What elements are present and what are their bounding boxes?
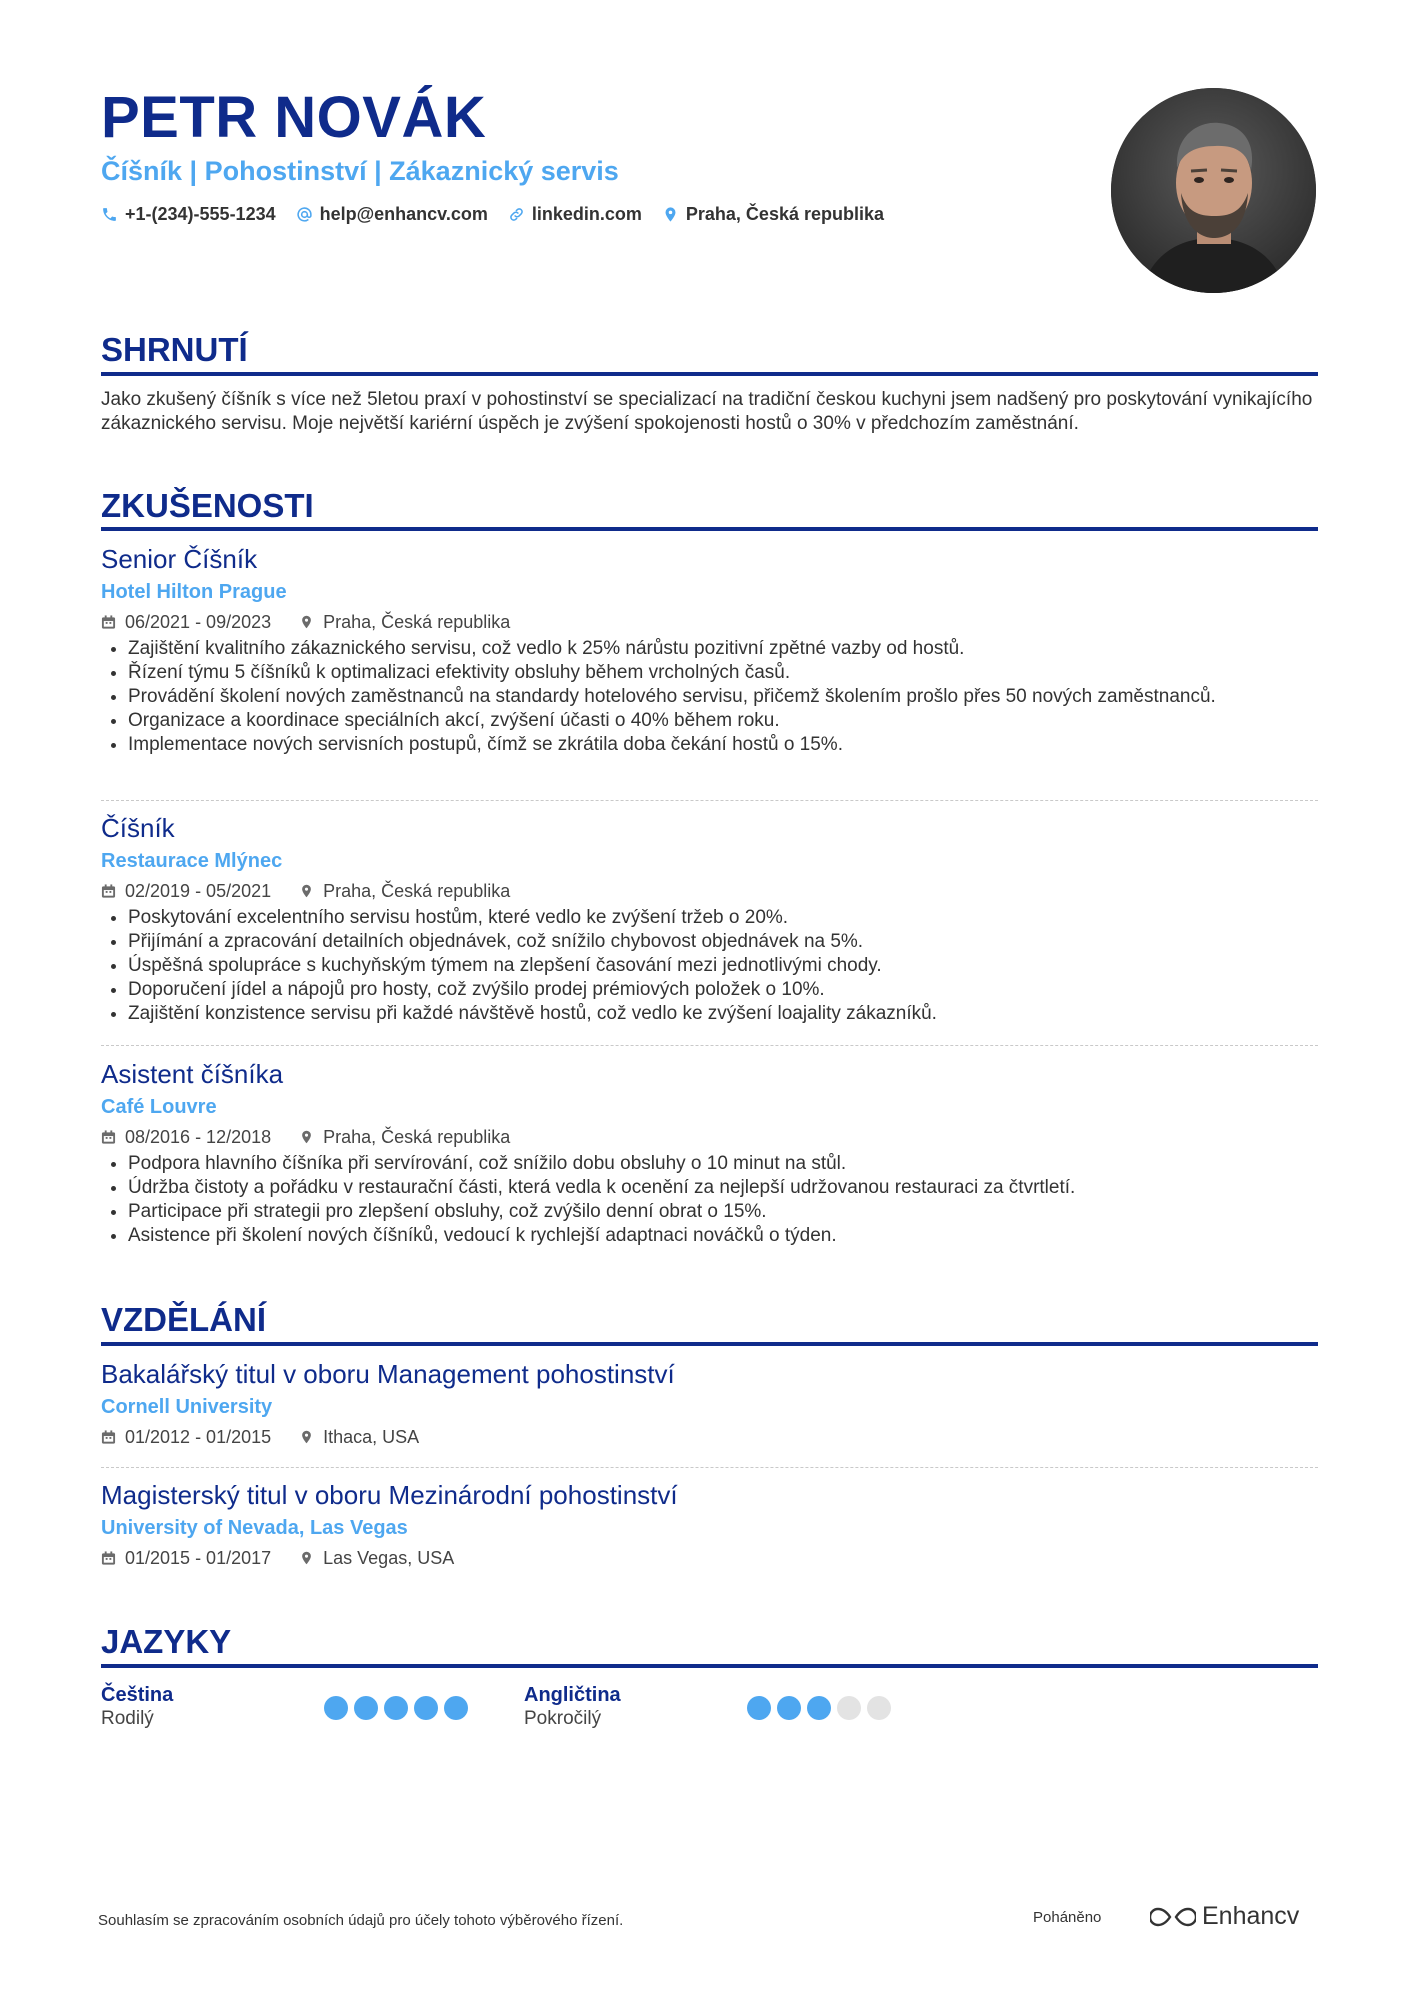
location-pin-icon: [299, 1550, 314, 1566]
language-name: Čeština: [101, 1684, 174, 1706]
rating-dot-empty: [867, 1696, 891, 1720]
date-range: [101, 880, 271, 902]
entry-divider: [101, 800, 1318, 801]
location-pin-icon: [299, 1129, 314, 1145]
achievement-list: [101, 1152, 1318, 1248]
list-item: Provádění školení nových zaměstnanců na standardy hotelového servisu, přičemž školením prošlo přes 50 nových zaměstnanců.: [101, 685, 1318, 709]
section-divider: [101, 1664, 1318, 1668]
location-pin-icon: [662, 206, 679, 223]
enhancv-logo[interactable]: [1150, 1902, 1299, 1931]
list-item: Participace při strategii pro zlepšení obsluhy, což zvýšilo denní obrat o 15%.: [101, 1200, 1318, 1224]
list-item: Zajištění konzistence servisu při každé návštěvě hostů, což vedlo ke zvýšení loajality zákazníků.: [101, 1002, 1318, 1026]
date-text: 01/2012 - 01/2015: [125, 1427, 272, 1447]
powered-by-label: Poháněno: [1033, 1909, 1102, 1926]
company-name: Hotel Hilton Prague: [101, 581, 287, 603]
list-item: Údržba čistoty a pořádku v restaurační části, která vedla k ocenění za nejlepší udržovanou restauraci za čtvrtletí.: [101, 1176, 1318, 1200]
experience-entry: [101, 1058, 1318, 1248]
rating-dot-filled: [444, 1696, 468, 1720]
entry-location: [299, 1547, 454, 1569]
language-item: [101, 1683, 173, 1731]
degree-title: Magisterský titul v oboru Mezinárodní pohostinství: [101, 1480, 678, 1510]
section-title-education: VZDĚLÁNÍ: [101, 1301, 266, 1338]
education-entry: [101, 1479, 1318, 1569]
candidate-name: PETR NOVÁK: [101, 85, 487, 150]
date-text: 08/2016 - 12/2018: [125, 1127, 272, 1147]
experience-entry: [101, 812, 1318, 1026]
list-item: Asistence při školení nových číšníků, vedoucí k rychlejší adaptnaci nováčků o týden.: [101, 1224, 1318, 1248]
entry-meta: [101, 611, 1318, 633]
consent-note: Souhlasím se zpracováním osobních údajů pro účely tohoto výběrového řízení.: [98, 1912, 624, 1929]
list-item: Organizace a koordinace speciálních akcí, zvýšení účasti o 40% během roku.: [101, 709, 1318, 733]
calendar-icon: [101, 1550, 116, 1566]
degree-title: Bakalářský titul v oboru Management pohostinství: [101, 1359, 675, 1389]
date-text: 06/2021 - 09/2023: [125, 612, 272, 632]
rating-dot-filled: [354, 1696, 378, 1720]
contact-phone-text: +1-(234)-555-1234: [125, 204, 276, 224]
experience-entry: [101, 543, 1318, 757]
list-item: Doporučení jídel a nápojů pro hosty, což zvýšilo prodej prémiových položek o 10%.: [101, 978, 1318, 1002]
rating-dot-filled: [747, 1696, 771, 1720]
location-text: Praha, Česká republika: [323, 1127, 511, 1147]
link-icon: [508, 206, 525, 223]
entry-location: [299, 611, 510, 633]
location-text: Ithaca, USA: [323, 1427, 420, 1447]
contact-email[interactable]: [296, 204, 488, 225]
entry-location: [299, 880, 510, 902]
enhancv-logo-text: Enhancv: [1202, 1902, 1300, 1930]
achievement-list: [101, 637, 1318, 757]
contact-linkedin[interactable]: [508, 204, 642, 225]
date-range: [101, 1426, 271, 1448]
date-range: [101, 611, 271, 633]
rating-dot-empty: [837, 1696, 861, 1720]
achievement-list: [101, 906, 1318, 1026]
language-name: Angličtina: [524, 1684, 621, 1706]
list-item: Přijímání a zpracování detailních objednávek, což snížilo chybovost objednávek na 5%.: [101, 930, 1318, 954]
company-name: Café Louvre: [101, 1096, 217, 1118]
rating-dot-filled: [384, 1696, 408, 1720]
location-pin-icon: [299, 1429, 314, 1445]
job-title: Asistent číšníka: [101, 1059, 284, 1089]
section-title-summary: SHRNUTÍ: [101, 331, 248, 368]
contact-location: [662, 204, 884, 225]
language-rating: [747, 1696, 891, 1720]
location-text: Praha, Česká republika: [323, 612, 511, 632]
enhancv-logo-icon: [1150, 1905, 1196, 1929]
section-divider: [101, 372, 1318, 376]
contact-linkedin-text: linkedin.com: [531, 204, 642, 224]
list-item: Podpora hlavního číšníka při servírování, což snížilo dobu obsluhy o 10 minut na stůl.: [101, 1152, 1318, 1176]
company-name: Restaurace Mlýnec: [101, 850, 283, 872]
section-title-experience: ZKUŠENOSTI: [101, 487, 314, 524]
language-level: Pokročilý: [524, 1708, 602, 1729]
language-level: Rodilý: [101, 1708, 154, 1729]
rating-dot-filled: [777, 1696, 801, 1720]
at-icon: [296, 206, 313, 223]
location-text: Praha, Česká republika: [323, 881, 511, 901]
language-rating: [324, 1696, 468, 1720]
job-title: Senior Číšník: [101, 544, 258, 574]
rating-dot-filled: [414, 1696, 438, 1720]
location-text: Las Vegas, USA: [323, 1548, 455, 1568]
education-entry: [101, 1358, 1318, 1448]
entry-location: [299, 1126, 510, 1148]
entry-meta: [101, 1126, 1318, 1148]
calendar-icon: [101, 614, 116, 630]
contact-location-text: Praha, Česká republika: [685, 204, 885, 224]
contact-email-text: help@enhancv.com: [319, 204, 488, 224]
rating-dot-filled: [324, 1696, 348, 1720]
rating-dot-filled: [807, 1696, 831, 1720]
job-title: Číšník: [101, 813, 175, 843]
calendar-icon: [101, 883, 116, 899]
location-pin-icon: [299, 614, 314, 630]
entry-divider: [101, 1467, 1318, 1468]
entry-meta: [101, 1426, 1318, 1448]
entry-location: [299, 1426, 419, 1448]
entry-meta: [101, 880, 1318, 902]
list-item: Úspěšná spolupráce s kuchyňským týmem na zlepšení časování mezi jednotlivými chody.: [101, 954, 1318, 978]
contact-bar: [101, 204, 884, 225]
calendar-icon: [101, 1429, 116, 1445]
date-text: 02/2019 - 05/2021: [125, 881, 272, 901]
list-item: Zajištění kvalitního zákaznického servisu, což vedlo k 25% nárůstu pozitivní zpětné vazby od hostů.: [101, 637, 1318, 661]
location-pin-icon: [299, 883, 314, 899]
phone-icon: [101, 206, 118, 223]
list-item: Implementace nových servisních postupů, čímž se zkrátila doba čekání hostů o 15%.: [101, 733, 1318, 757]
section-divider: [101, 527, 1318, 531]
date-range: [101, 1126, 271, 1148]
date-text: 01/2015 - 01/2017: [125, 1548, 272, 1568]
school-name: University of Nevada, Las Vegas: [101, 1517, 408, 1539]
profile-photo: [1111, 88, 1316, 293]
entry-meta: [101, 1547, 1318, 1569]
section-divider: [101, 1342, 1318, 1346]
list-item: Poskytování excelentního servisu hostům, které vedlo ke zvýšení tržeb o 20%.: [101, 906, 1318, 930]
section-title-languages: JAZYKY: [101, 1623, 232, 1660]
list-item: Řízení týmu 5 číšníků k optimalizaci efektivity obsluhy během vrcholných časů.: [101, 661, 1318, 685]
candidate-headline: Číšník | Pohostinství | Zákaznický servis: [101, 156, 619, 186]
school-name: Cornell University: [101, 1396, 273, 1418]
entry-divider: [101, 1045, 1318, 1046]
language-item: [524, 1683, 621, 1731]
calendar-icon: [101, 1129, 116, 1145]
date-range: [101, 1547, 271, 1569]
contact-phone[interactable]: [101, 204, 276, 225]
summary-text: Jako zkušený číšník s více než 5letou praxí v pohostinství se specializací na tradiční českou kuchyni jsem nadšený pro poskytování vynikajícího zákaznického servisu. Moje největší kariérní úspěch je zvýšení spokojenosti hostů o 30% v předchozím zaměstnání.: [101, 389, 1313, 434]
